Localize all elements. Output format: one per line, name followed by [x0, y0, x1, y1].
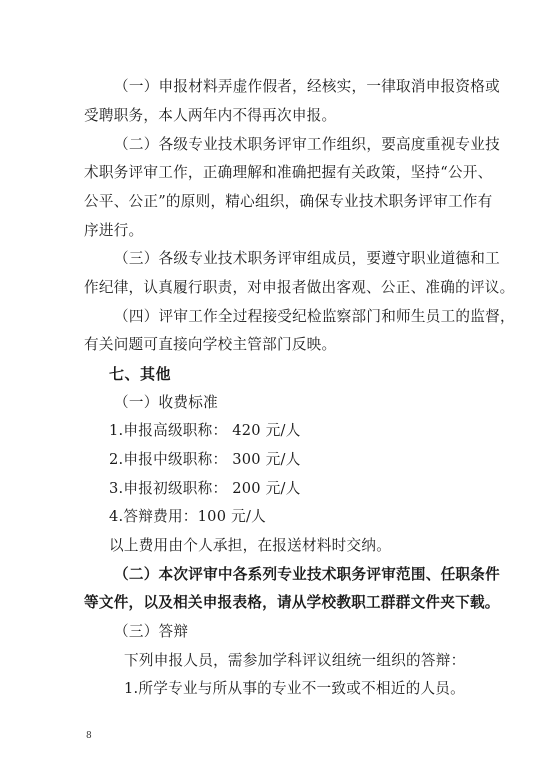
documents-line-1: （二）本次评审中各系列专业技术职务评审范围、任职条件 [114, 566, 500, 583]
defense-intro: 下列申报人员，需参加学科评议组统一组织的答辩： [124, 652, 466, 669]
paragraph-3-line-2: 作纪律，认真履行职责，对申报者做出客观、公正、准确的评议。 [84, 279, 515, 296]
fees-subheading: （一）收费标准 [114, 394, 218, 411]
paragraph-2-line-4: 序进行。 [84, 222, 144, 239]
paragraph-1-line-2: 受聘职务，本人两年内不得再次申报。 [84, 107, 337, 124]
fee-item-defense: 4.答辩费用：100 元/人 [109, 508, 266, 525]
fee-item-junior: 3.申报初级职称： 200 元/人 [109, 480, 301, 497]
fee-item-senior: 1.申报高级职称： 420 元/人 [109, 422, 301, 439]
section-7-heading: 七、其他 [109, 365, 172, 383]
paragraph-2-line-1: （二）各级专业技术职务评审工作组织，要高度重视专业技 [114, 136, 500, 153]
paragraph-4-line-1: （四）评审工作全过程接受纪检监察部门和师生员工的监督， [114, 308, 515, 325]
paragraph-4-line-2: 有关问题可直接向学校主管部门反映。 [84, 336, 337, 353]
paragraph-1-line-1: （一）申报材料弄虚作假者，经核实，一律取消申报资格或 [114, 78, 500, 95]
fee-item-intermediate: 2.申报中级职称： 300 元/人 [109, 451, 301, 468]
paragraph-2-line-3: 公平、公正”的原则，精心组织，确保专业技术职务评审工作有 [84, 193, 493, 210]
defense-subheading: （三）答辩 [114, 623, 189, 640]
paragraph-2-line-2: 术职务评审工作，正确理解和准确把握有关政策，坚持“公开、 [84, 164, 493, 181]
paragraph-3-line-1: （三）各级专业技术职务评审组成员，要遵守职业道德和工 [114, 250, 500, 267]
page-number: 8 [86, 731, 92, 741]
defense-item-1: 1.所学专业与所从事的专业不一致或不相近的人员。 [124, 680, 465, 697]
documents-line-2: 等文件，以及相关申报表格，请从学校教职工群群文件夹下载。 [84, 594, 500, 611]
fees-note: 以上费用由个人承担，在报送材料时交纳。 [109, 537, 392, 554]
